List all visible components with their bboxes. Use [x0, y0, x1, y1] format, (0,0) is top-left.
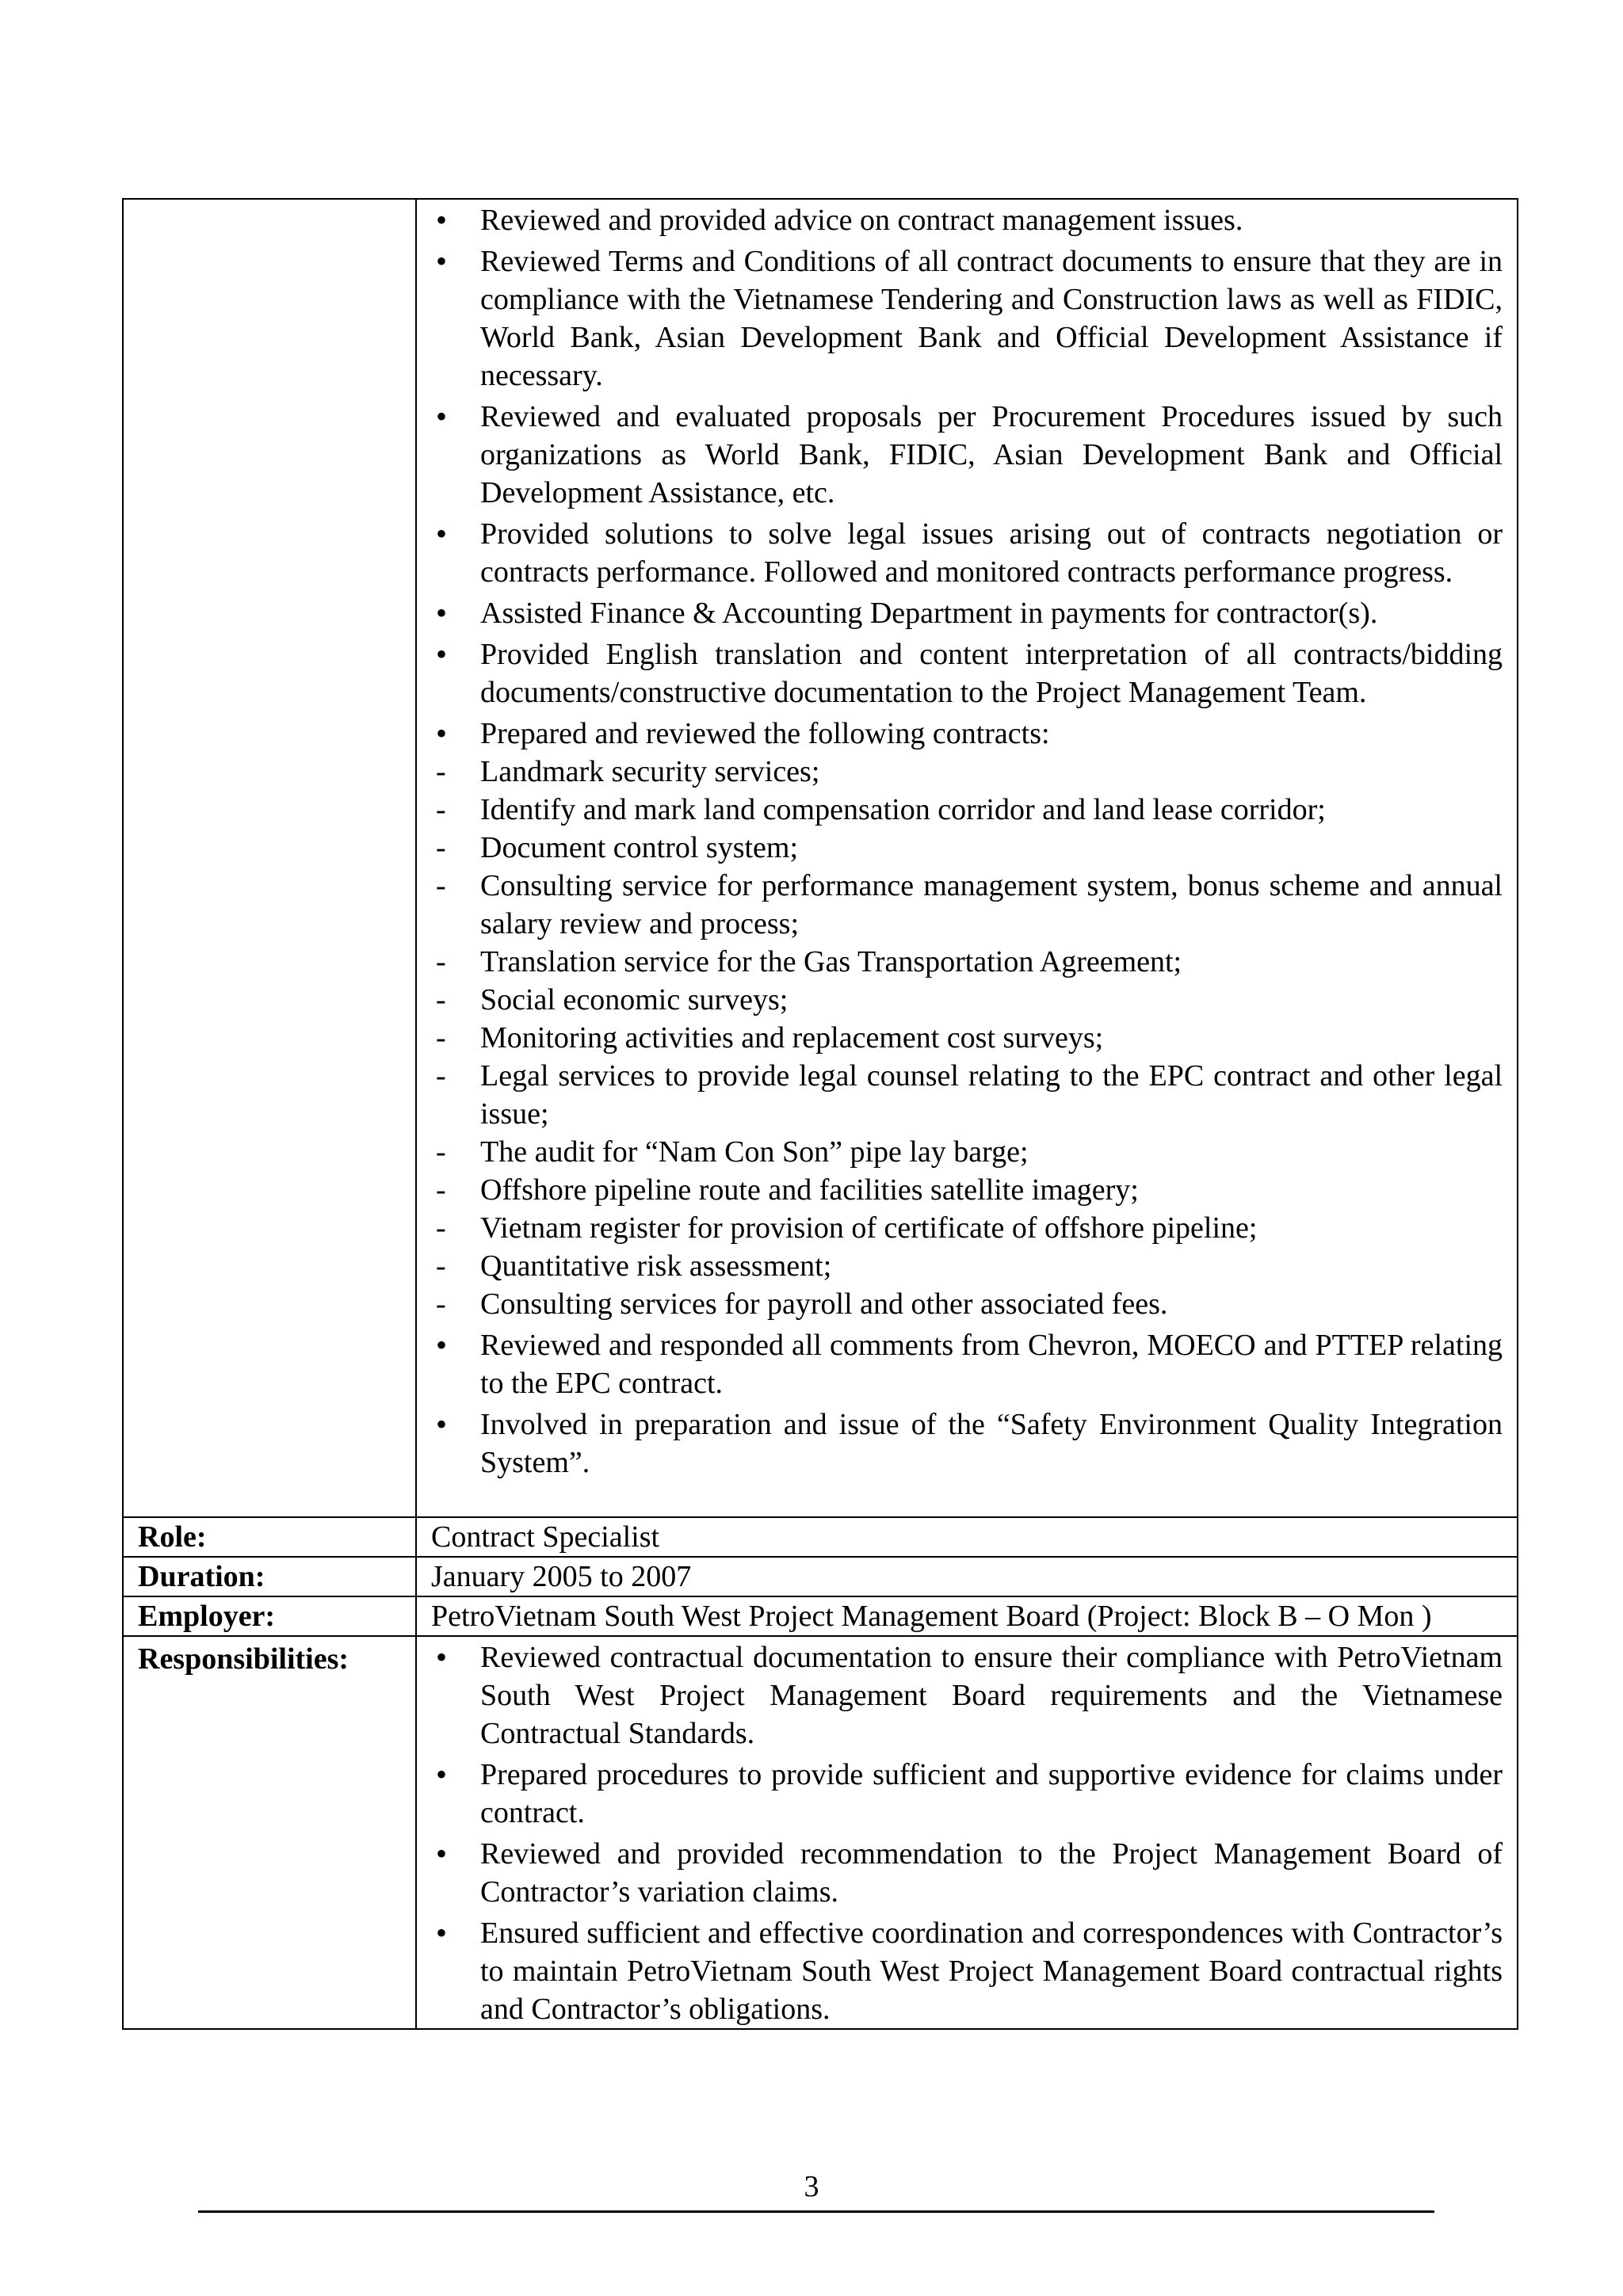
- employer-label: Employer:: [123, 1596, 416, 1636]
- duration-row: [123, 1557, 1518, 1596]
- bullet-item: • Provided English translation and content interpretation of all contracts/bidding documents/constructive documentation to the Project Management Team.: [431, 635, 1503, 711]
- dash-item: - The audit for “Nam Con Son” pipe lay barge;: [431, 1133, 1503, 1171]
- cv-table: [122, 198, 1518, 2030]
- dash-item: - Consulting services for payroll and other associated fees.: [431, 1285, 1503, 1323]
- dash-item: - Landmark security services;: [431, 753, 1503, 791]
- responsibilities-row: [123, 1636, 1518, 2029]
- role-label: Role:: [123, 1517, 416, 1557]
- dash-item: - Offshore pipeline route and facilities satellite imagery;: [431, 1171, 1503, 1209]
- bullet-item: • Reviewed and provided recommendation to the Project Management Board of Contractor’s variation claims.: [431, 1835, 1503, 1911]
- dash-item: - Monitoring activities and replacement cost surveys;: [431, 1019, 1503, 1057]
- page-number: 3: [804, 2170, 819, 2203]
- responsibilities-label: Responsibilities:: [123, 1636, 416, 2029]
- employer-row: [123, 1596, 1518, 1636]
- dash-item: - Document control system;: [431, 829, 1503, 867]
- cell-spacer: [431, 1485, 1503, 1516]
- bullet-item: • Assisted Finance & Accounting Department in payments for contractor(s).: [431, 594, 1503, 632]
- continuation-value-cell: [416, 199, 1518, 1517]
- dash-item: - Social economic surveys;: [431, 981, 1503, 1019]
- employer-value: [416, 1596, 1518, 1636]
- bullet-item: • Reviewed contractual documentation to ensure their compliance with PetroVietnam South West Project Management Board requirements and the Vietnamese Contractual Standards.: [431, 1638, 1503, 1753]
- employer-value-text: PetroVietnam South West Project Management Board (Project: Block B – O Mon ): [431, 1600, 1432, 1633]
- bullet-item: • Reviewed and responded all comments from Chevron, MOECO and PTTEP relating to the EPC contract.: [431, 1326, 1503, 1402]
- bullet-item-contracts: • Prepared and reviewed the following contracts: - Landmark security services; - Identify and mark land compensation corridor and land lease corridor; - Document control system; - Consulting service for performance management system, bonus scheme and annual salary review and process; - Translation service for the Gas Transportation Agreement; - Social economic surveys; - Monitoring activities and replacement cost surveys; - Legal services to provide legal counsel relating to the EPC contract and other legal issue; - The audit for “Nam Con Son” pipe lay barge; - Offshore pipeline route and facilities satellite imagery; - Vietnam register for provision of certificate of offshore pipeline; - Quantitative risk assessment; - Consulting services for payroll and other associated fees.: [431, 715, 1503, 1323]
- responsibilities-value-cell: [416, 1636, 1518, 2029]
- duration-label: Duration:: [123, 1557, 416, 1596]
- role-value: Contract Specialist: [416, 1517, 1518, 1557]
- responsibilities-bullet-list: [431, 1638, 1503, 2028]
- role-row: [123, 1517, 1518, 1557]
- bullet-item: • Provided solutions to solve legal issues arising out of contracts negotiation or contracts performance. Followed and monitored contracts performance progress.: [431, 515, 1503, 591]
- footer-divider: [198, 2210, 1434, 2213]
- dash-item: - Legal services to provide legal counsel relating to the EPC contract and other legal issue;: [431, 1057, 1503, 1133]
- dash-item: - Identify and mark land compensation corridor and land lease corridor;: [431, 791, 1503, 829]
- bullet-item: • Prepared procedures to provide sufficient and supportive evidence for claims under contract.: [431, 1756, 1503, 1832]
- bullet-item: • Involved in preparation and issue of the “Safety Environment Quality Integration System”.: [431, 1405, 1503, 1482]
- continuation-bullet-list: [431, 201, 1503, 1482]
- continuation-label-cell: [123, 199, 416, 1517]
- duration-value: January 2005 to 2007: [416, 1557, 1518, 1596]
- dash-item: - Translation service for the Gas Transportation Agreement;: [431, 943, 1503, 981]
- dash-item: - Quantitative risk assessment;: [431, 1247, 1503, 1285]
- bullet-item: • Reviewed and evaluated proposals per Procurement Procedures issued by such organizations as World Bank, FIDIC, Asian Development Bank and Official Development Assistance, etc.: [431, 398, 1503, 512]
- dash-item: - Vietnam register for provision of certificate of offshore pipeline;: [431, 1209, 1503, 1247]
- dash-item: - Consulting service for performance management system, bonus scheme and annual salary review and process;: [431, 867, 1503, 943]
- bullet-item: • Reviewed Terms and Conditions of all contract documents to ensure that they are in compliance with the Vietnamese Tendering and Construction laws as well as FIDIC, World Bank, Asian Development Bank and Official Development Assistance if necessary.: [431, 242, 1503, 395]
- bullet-item: • Reviewed and provided advice on contract management issues.: [431, 201, 1503, 239]
- continuation-row: [123, 199, 1518, 1517]
- bullet-item: • Ensured sufficient and effective coordination and correspondences with Contractor’s to maintain PetroVietnam South West Project Management Board contractual rights and Contractor’s obligations.: [431, 1914, 1503, 2028]
- contracts-dash-list: [431, 753, 1503, 1323]
